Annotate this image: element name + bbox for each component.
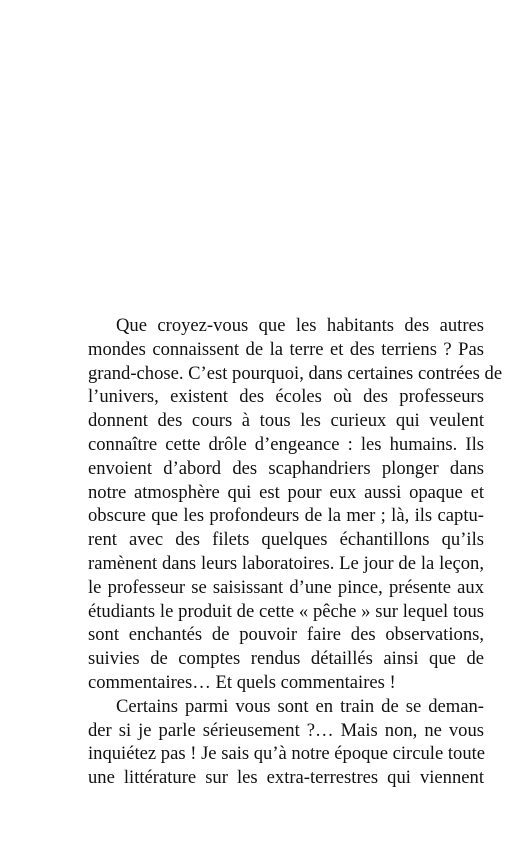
text-line: Que croyez-vous que les habitants des autres: [116, 315, 484, 336]
text-line: notre atmosphère qui est pour eux aussi opaque et: [88, 481, 484, 503]
text-line: envoient d’abord des scaphandriers plonger dans: [88, 457, 484, 479]
text-line: der si je parle sérieusement ?… Mais non, ne vous: [88, 719, 484, 741]
text-line: commentaires… Et quels commentaires !: [88, 671, 396, 693]
text-line: mondes connaissent de la terre et des terriens ? Pas: [88, 338, 484, 360]
text-line: suivies de comptes rendus détaillés ainsi que de: [88, 648, 484, 670]
text-line: grand-chose. C’est pourquoi, dans certaines contrées de: [88, 362, 503, 384]
text-line: une littérature sur les extra-terrestres qui viennent: [88, 767, 484, 789]
text-line: rent avec des filets quelques échantillons qu’ils: [88, 529, 484, 551]
text-line: Certains parmi vous sont en train de se deman-: [116, 695, 484, 717]
text-line: ramènent dans leurs laboratoires. Le jour de la leçon,: [88, 552, 484, 574]
text-line: obscure que les profondeurs de la mer ; là, ils captu-: [88, 505, 484, 527]
text-line: donnent des cours à tous les curieux qui veulent: [88, 410, 484, 432]
paragraph-1: [88, 314, 503, 695]
body-text: [88, 314, 503, 790]
text-line: l’univers, existent des écoles où des professeurs: [88, 386, 484, 408]
paragraph-2: [88, 695, 484, 790]
text-line: connaître cette drôle d’engeance : les humains. Ils: [88, 433, 484, 455]
text-line: sont enchantés de pouvoir faire des observations,: [88, 624, 484, 646]
text-line: le professeur se saisissant d’une pince, présente aux: [88, 576, 484, 598]
text-line: inquiétez pas ! Je sais qu’à notre époque circule toute: [88, 743, 486, 765]
text-line: étudiants le produit de cette « pêche » sur lequel tous: [88, 600, 484, 622]
